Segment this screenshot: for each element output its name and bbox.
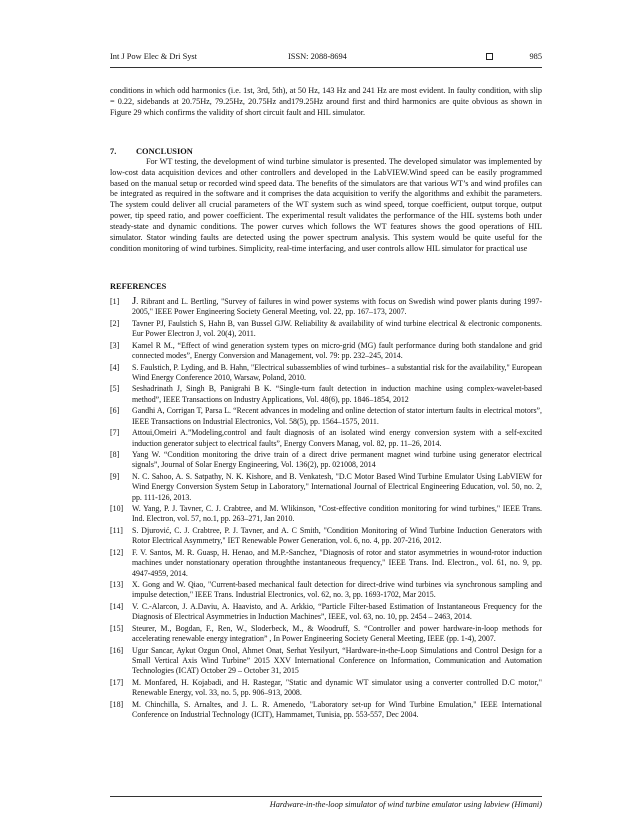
reference-text: W. Yang, P. J. Tavner, C. J. Crabtree, and M. Wlikinson, "Cost-effective condition monitoring for wind turbines," IEEE Trans. Ind. Electron, vol. 57, no.1, pp. 263–271, Jan 2010. [132, 504, 542, 524]
intro-paragraph: conditions in which odd harmonics (i.e. 1st, 3rd, 5th), at 50 Hz, 143 Hz and 241 Hz are most evident. In faulty condition, with slip = 0.22, sidebands at 20.75Hz, 79.25Hz, 20.75Hz and179.25Hz around first and third harmonics are quite obvious as shown in Figure 29 which confirms the validity of short circuit fault and HIL simulator. [110, 86, 542, 117]
reference-item [110, 504, 542, 525]
page-number: 985 [529, 52, 542, 61]
reference-item [110, 406, 542, 427]
reference-item [110, 450, 542, 471]
references-heading: REFERENCES [110, 281, 167, 291]
reference-number: [4] [110, 362, 120, 372]
section-number: 7. [110, 146, 117, 156]
reference-text: . Ribrant and L. Bertling, "Survey of failures in wind power systems with focus on Swedish wind power plants during 1997-2005," IEEE Power Engineering Society General Meeting, vol. 22, pp. 167–173, 2007. [132, 296, 542, 317]
reference-text: Ugur Sancar, Aykut Ozgun Onol, Ahmet Onat, Serhat Yesilyurt, “Hardware-in-the-Loop Simulations and Control Design for a Small Vertical Axis Wind Turbine” 2015 XXV International Conference on Information, Communication and Automation Technologies (ICAT) October 29 – October 31, 2015 [132, 645, 542, 676]
section-title: CONCLUSION [136, 146, 193, 156]
reference-item [110, 624, 542, 645]
reference-number: [3] [110, 340, 120, 350]
reference-dropcap: J [132, 294, 137, 307]
reference-item [110, 700, 542, 721]
reference-number: [13] [110, 580, 124, 590]
reference-text: M. Monfared, H. Kojabadi, and H. Rastegar, "Static and dynamic WT simulator using a converter controlled D.C motor," Renewable Energy, vol. 33, no. 5, pp. 906–913, 2008. [132, 678, 542, 698]
running-header [110, 52, 542, 65]
reference-item [110, 646, 542, 677]
reference-text: F. V. Santos, M. R. Guasp, H. Henao, and M.P.-Sanchez, "Diagnosis of rotor and stator asymmetries in wound-rotor induction machines under nonstationary operation throughthe instantaneous frequency," IEEE Trans. Ind. Electron., vol. 61, no. 9, pp. 4947-4959, 2014. [132, 547, 542, 578]
checkbox-glyph-icon [486, 53, 493, 60]
reference-text: V. C.-Alarcon, J. A.Daviu, A. Haavisto, and A. Arkkio, “Particle Filter-based Estimation of Instantaneous Frequency for the Diagnosis of Electrical Asymmetries in Induction Machines”, IEEE, vol. 63, no. 10, pp. 2454 – 2463, 2014. [132, 602, 542, 622]
reference-item [110, 341, 542, 362]
reference-text: Seshadrinath J, Singh B, Panigrahi B K. “Single-turn fault detection in induction machine using complex-wavelet-based method”, IEEE Transactions on Industry Applications, Vol. 48(6), pp. 1846–1854, 2012 [132, 384, 542, 404]
header-rule [110, 67, 542, 68]
reference-text: S. Faulstich, P. Lyding, and B. Hahn, "Electrical subassemblies of wind turbines– a substantial risk for the availability," European Wind Energy Conference 2010, Warsaw, Poland, 2010. [132, 362, 542, 382]
reference-number: [16] [110, 645, 124, 655]
footer-rule [110, 796, 542, 797]
reference-item [110, 580, 542, 601]
reference-number: [2] [110, 318, 120, 328]
reference-number: [18] [110, 699, 124, 709]
issn: ISSN: 2088-8694 [288, 52, 347, 61]
reference-item [110, 384, 542, 405]
reference-text: Attoui,Omeiri A.”Modeling,control and fault diagnosis of an isolated wind energy conversion system with a self-excited induction generator subject to electrical faults”, Energy Convers Manag, vol. 82, pp. 11–26, 2014. [132, 428, 542, 448]
footer-title: Hardware-in-the-loop simulator of wind turbine emulator using labview (Himani) [269, 800, 542, 809]
reference-text: X. Gong and W. Qiao, "Current-based mechanical fault detection for direct-drive wind turbines via synchronous sampling and impulse detection," IEEE Trans. Industrial Electronics, vol. 62, no. 3, pp. 1693-1702, Mar 2015. [132, 580, 542, 600]
reference-number: [1] [110, 296, 120, 306]
reference-text: Kamel R M., “Effect of wind generation system types on micro-grid (MG) fault performance during both standalone and grid connected modes”, Energy Conversion and Management, vol. 79: pp. 232–245, 2014. [132, 340, 542, 360]
reference-number: [15] [110, 623, 124, 633]
journal-name: Int J Pow Elec & Dri Syst [110, 52, 198, 61]
reference-number: [9] [110, 472, 120, 481]
reference-list [110, 294, 542, 721]
reference-text: S. Djurović, C. J. Crabtree, P. J. Tavner, and A. C Smith, "Condition Monitoring of Wind Turbine Induction Generators with Rotor Electrical Asymmetry," IET Renewable Power Generation, vol. 6, no. 4, pp. 207-216, 2012. [132, 526, 542, 546]
reference-number: [6] [110, 406, 120, 416]
reference-number: [11] [110, 526, 123, 536]
reference-item [110, 526, 542, 547]
reference-number: [7] [110, 428, 120, 438]
reference-item [110, 294, 542, 318]
running-footer [110, 796, 542, 809]
reference-item [110, 602, 542, 623]
reference-number: [12] [110, 547, 124, 557]
reference-text: M. Chinchilla, S. Arnaltes, and J. L. R. Amenedo, "Laboratory set-up for Wind Turbine Emulation," IEEE International Conference on Industrial Technology (ICIT), Hammamet, Tunisia, pp. 553-557, Dec 2004. [132, 699, 542, 720]
reference-item [110, 548, 542, 579]
reference-text: Tavner PJ, Faulstich S, Hahn B, van Bussel GJW. Reliability & availability of wind turbine electrical & electronic components. Eur Power Electron J, vol. 20(4), 2011. [132, 318, 542, 339]
reference-number: [14] [110, 602, 124, 612]
page-body [110, 52, 542, 722]
reference-number: [8] [110, 450, 120, 460]
reference-text: Gandhi A, Corrigan T, Parsa L. “Recent advances in modeling and online detection of stator interturn faults in electrical motors”, IEEE Transactions on Industrial Electronics, Vol. 58(5), pp. 1564–1575, 2011. [132, 406, 542, 426]
reference-text: Steurer, M., Bogdan, F., Ren, W., Sloderbeck, M., & Woodruff, S. “Controller and power hardware-in-loop methods for accelerating renewable energy integration” , In Power Engineering Society General Meeting, IEEE (pp. 1-4), 2007. [132, 623, 542, 644]
reference-text: Yang W. “Condition monitoring the drive train of a direct drive permanent magnet wind turbine using generator electrical signals”, Journal of Solar Energy Engineering, Vol. 136(2), pp. 021008, 2014 [132, 450, 542, 470]
reference-number: [5] [110, 384, 120, 394]
reference-number: [10] [110, 504, 124, 514]
conclusion-paragraph: For WT testing, the development of wind turbine simulator is presented. The developed simulator was implemented by low-cost data acquisition devices and other controllers and developed in the LabVIEW.Wind speed can be easily programmed based on the manual setup or recorded wind speed data. The benefits of the simulators are that various WT’s and wind profiles can be integrated as required in the software and it comprises the data acquisition to verify the algorithms and exhibit the parameters. The system could deliver all crucial parameters of the WT system such as wind speed, torque coefficient, output torque, output power, tip speed ratio, and power coefficient. The experimental result validates the performance of the HIL systems both under steady-state and dynamic conditions. The power curves which follows the WT features shows the good operations of HIL simulator. Stator winding faults are detected using the power spectrum analysis. This system would be quite useful for the condition monitoring of wind turbines. Simplicity, real-time interfacing, and user controls allow HIL simulator for practical use [110, 156, 542, 253]
reference-item [110, 319, 542, 340]
reference-number: [17] [110, 678, 124, 688]
section-heading [110, 146, 542, 157]
reference-item [110, 363, 542, 384]
reference-item [110, 472, 542, 503]
reference-item [110, 678, 542, 699]
reference-item [110, 428, 542, 449]
reference-text: N. C. Sahoo, A. S. Satpathy, N. K. Kishore, and B. Venkatesh, "D.C Motor Based Wind Turbine Emulator Using LabVIEW for Wind Energy Conversion System Setup in Laboratory," International Journal of Electrical Engineering Education, vol. 50, no. 2, pp. 111-126, 2013. [132, 472, 542, 502]
